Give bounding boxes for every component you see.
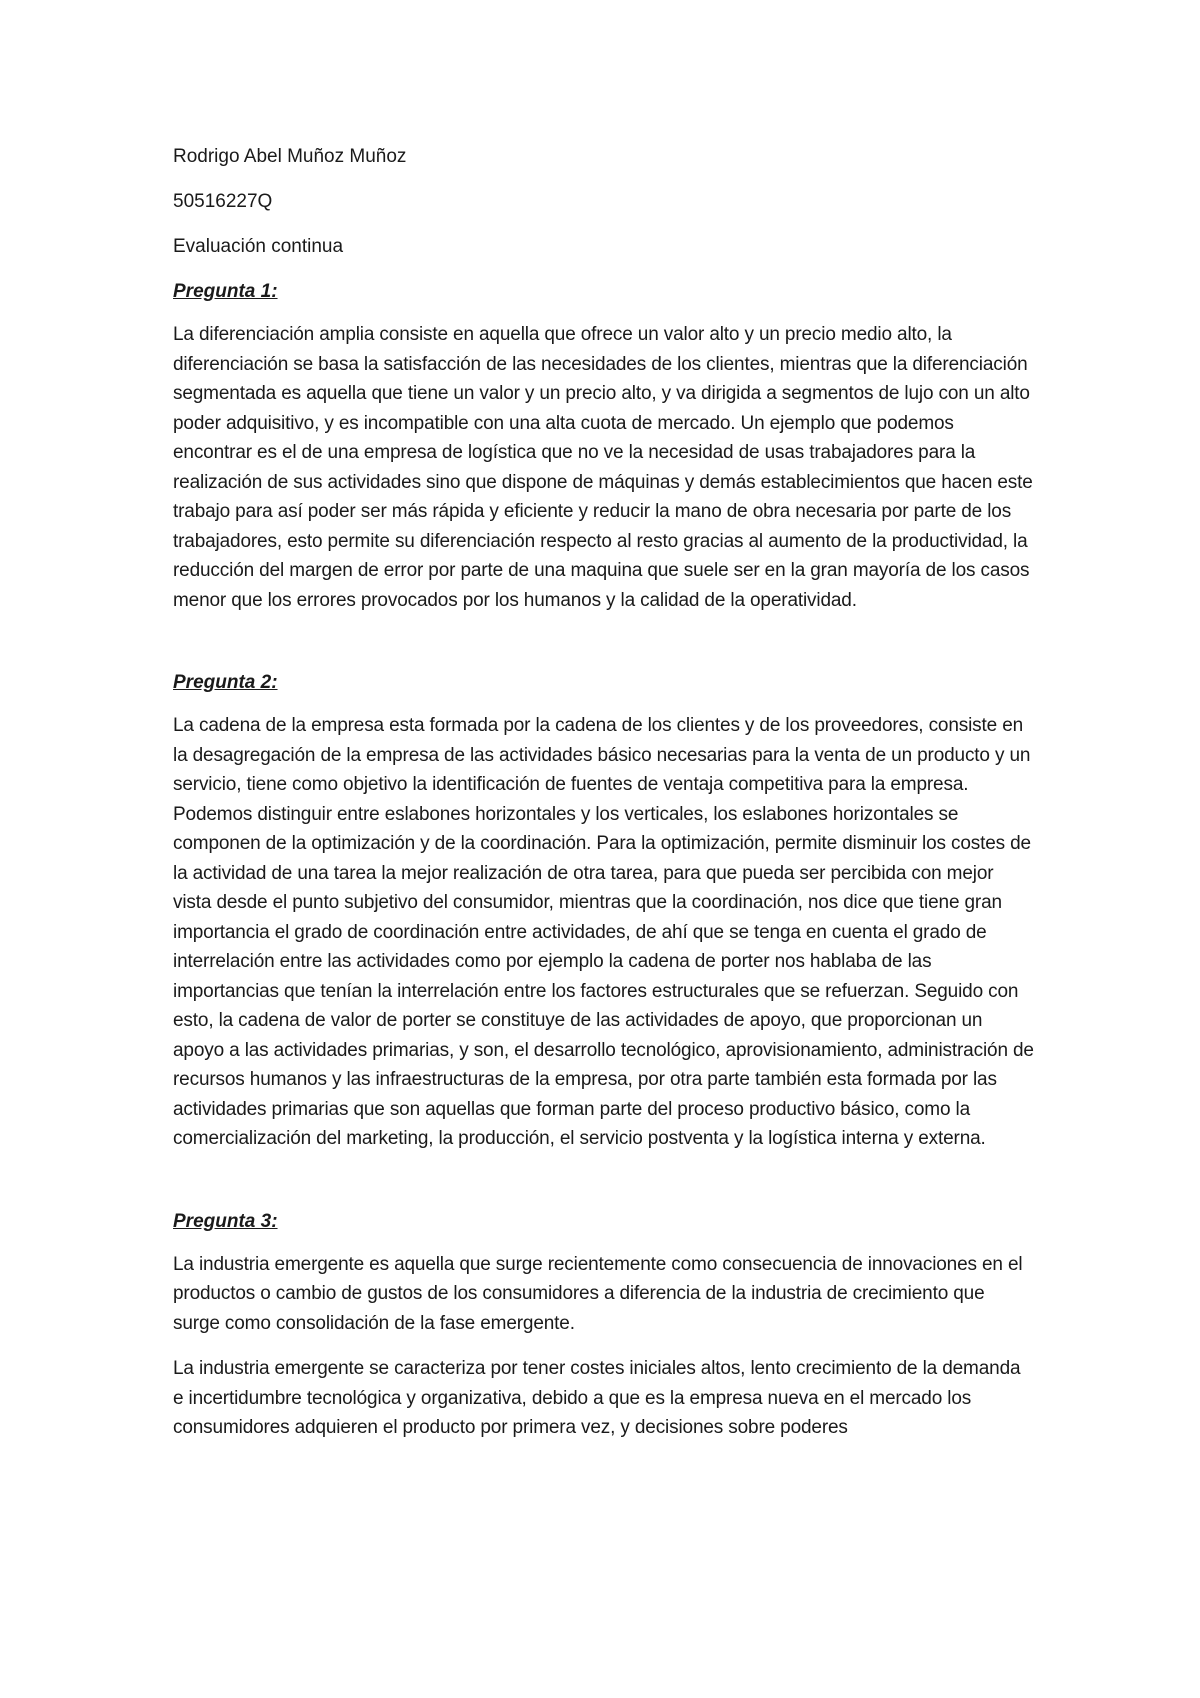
document-subtitle: Evaluación continua — [173, 236, 344, 257]
question-1-section — [173, 277, 1035, 615]
author-name: Rodrigo Abel Muñoz Muñoz — [173, 146, 407, 167]
question-2-section — [173, 668, 1035, 1154]
question-3-answer-paragraph-2: La industria emergente se caracteriza por tener costes iniciales altos, lento crecimiento de la demanda e incertidumbre tecnológica y organizativa, debido a que es la empresa nueva en el mercado los consumidores adquieren el producto por primera vez, y decisiones sobre poderes — [173, 1358, 1021, 1438]
document-page — [173, 142, 1035, 1443]
question-2-answer: La cadena de la empresa esta formada por la cadena de los clientes y de los proveedores, consiste en la desagregación de la empresa de las actividades básico necesarias para la venta de un producto y un servicio, tiene como objetivo la identificación de fuentes de ventaja competitiva para la empresa. Podemos distinguir entre eslabones horizontales y los verticales, los eslabones horizontales se componen de la optimización y de la coordinación. Para la optimización, permite disminuir los costes de la actividad de una tarea la mejor realización de otra tarea, para que pueda ser percibida con mejor vista desde el punto subjetivo del consumidor, mientras que la coordinación, nos dice que tiene gran importancia el grado de coordinación entre actividades, de ahí que se tenga en cuenta el grado de interrelación entre las actividades como por ejemplo la cadena de porter nos hablaba de las importancias que tenían la interrelación entre los factores estructurales que se refuerzan. Seguido con esto, la cadena de valor de porter se constituye de las actividades de apoyo, que proporcionan un apoyo a las actividades primarias, y son, el desarrollo tecnológico, aprovisionamiento, administración de recursos humanos y las infraestructuras de la empresa, por otra parte también esta formada por las actividades primarias que son aquellas que forman parte del proceso productivo básico, como la comercialización del marketing, la producción, el servicio postventa y la logística interna y externa. — [173, 715, 1034, 1149]
question-1-answer: La diferenciación amplia consiste en aquella que ofrece un valor alto y un precio medio alto, la diferenciación se basa la satisfacción de las necesidades de los clientes, mientras que la diferenciación segmentada es aquella que tiene un valor y un precio alto, y va dirigida a segmentos de lujo con un alto poder adquisitivo, y es incompatible con una alta cuota de mercado. Un ejemplo que podemos encontrar es el de una empresa de logística que no ve la necesidad de usas trabajadores para la realización de sus actividades sino que dispone de máquinas y demás establecimientos que hacen este trabajo para así poder ser más rápida y eficiente y reducir la mano de obra necesaria por parte de los trabajadores, esto permite su diferenciación respecto al resto gracias al aumento de la productividad, la reducción del margen de error por parte de una maquina que suele ser en la gran mayoría de los casos menor que los errores provocados por los humanos y la calidad de la operatividad. — [173, 324, 1033, 611]
question-1-title: Pregunta 1: — [173, 281, 278, 302]
question-3-answer-paragraph-1: La industria emergente es aquella que surge recientemente como consecuencia de innovaciones en el productos o cambio de gustos de los consumidores a diferencia de la industria de crecimiento que surge como consolidación de la fase emergente. — [173, 1253, 1023, 1334]
question-3-title: Pregunta 3: — [173, 1210, 278, 1232]
question-3-section — [173, 1207, 1035, 1443]
author-id: 50516227Q — [173, 191, 273, 212]
question-2-title: Pregunta 2: — [173, 672, 278, 693]
